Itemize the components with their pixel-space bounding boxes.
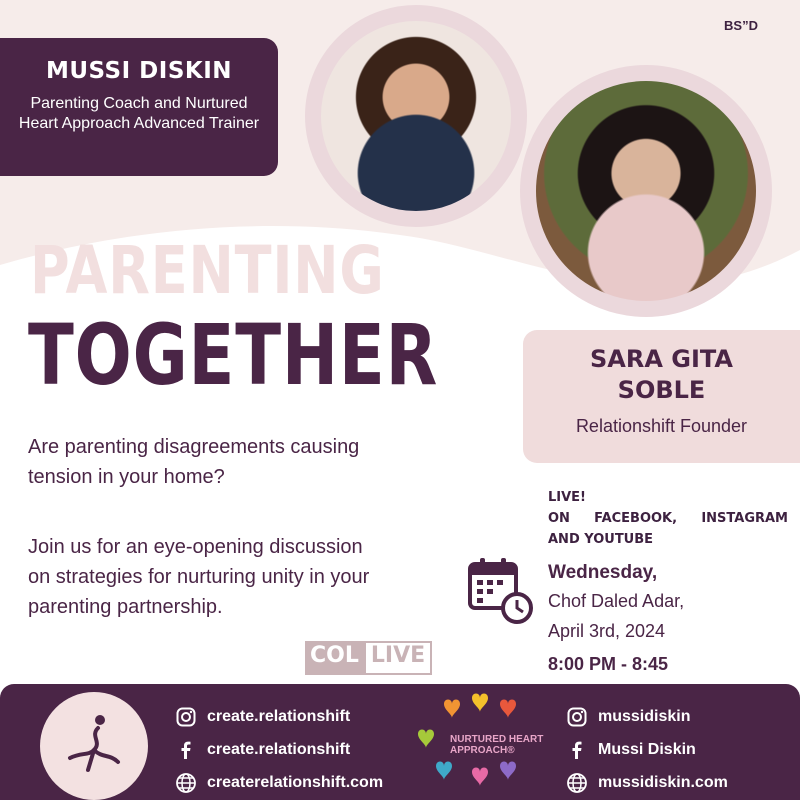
speaker1-role: Parenting Coach and Nurtured Heart Approach Advanced Trainer xyxy=(18,95,260,132)
calendar-clock-icon xyxy=(467,556,535,626)
intro-question: Are parenting disagreements causing tension in your home? xyxy=(28,436,360,488)
globe-icon xyxy=(175,772,197,794)
speaker2-photo xyxy=(520,65,772,317)
instagram-icon xyxy=(175,706,197,728)
footer-links-relationshift xyxy=(175,700,383,799)
title-line1: PARENTING xyxy=(30,232,385,309)
footer-link-text: create.relationshift xyxy=(207,740,351,758)
footer-link-text: createrelationshift.com xyxy=(207,773,384,791)
facebook-icon xyxy=(175,739,197,761)
event-hebrew-date: Chof Daled Adar, xyxy=(548,591,685,611)
event-time: 8:00 PM - 8:45 xyxy=(548,654,669,674)
nurtured-heart-approach-logo xyxy=(412,690,562,796)
speaker2-badge xyxy=(523,330,800,463)
globe-icon xyxy=(566,772,588,794)
speaker1-badge xyxy=(0,38,278,176)
bsd-label: BS”D xyxy=(724,18,758,33)
footer-link-text: mussidiskin.com xyxy=(598,773,728,791)
relationshift-logo xyxy=(40,692,148,800)
collive-watermark xyxy=(305,641,432,675)
footer-link-facebook[interactable] xyxy=(566,733,728,766)
title-line2: TOGETHER xyxy=(28,306,439,404)
footer-link-text: create.relationshift xyxy=(207,707,351,725)
live-info xyxy=(548,487,788,550)
footer-link-website[interactable] xyxy=(175,766,383,799)
live-line1: LIVE! xyxy=(548,490,586,505)
footer-link-text: Mussi Diskin xyxy=(598,740,696,758)
collive-live: LIVE xyxy=(364,641,432,675)
event-date xyxy=(548,560,684,682)
speaker1-photo xyxy=(305,5,527,227)
intro-description: Join us for an eye-opening discussion on strategies for nurturing unity in your parenting partnership. xyxy=(28,536,370,618)
nha-logo-line2: APPROACH® xyxy=(450,745,515,756)
footer-link-facebook[interactable] xyxy=(175,733,383,766)
live-line3: AND YOUTUBE xyxy=(548,532,654,547)
footer-link-text: mussidiskin xyxy=(598,707,691,725)
collive-col: COL xyxy=(305,641,364,675)
instagram-icon xyxy=(566,706,588,728)
speaker2-role: Relationshift Founder xyxy=(575,416,748,436)
facebook-icon xyxy=(566,739,588,761)
footer-link-website[interactable] xyxy=(566,766,728,799)
speaker1-name: MUSSI DISKIN xyxy=(45,58,233,84)
footer-link-instagram[interactable] xyxy=(566,700,728,733)
live-line2: ON FACEBOOK, INSTAGRAM xyxy=(548,511,788,526)
footer-links-mussidiskin xyxy=(566,700,728,799)
footer-link-instagram[interactable] xyxy=(175,700,383,733)
nha-logo-line1: NURTURED HEART xyxy=(450,734,544,745)
speaker2-name-line2: SOBLE xyxy=(617,376,706,404)
event-gregorian-date: April 3rd, 2024 xyxy=(548,621,666,641)
speaker2-name-line1: SARA GITA xyxy=(590,345,733,373)
event-day: Wednesday, xyxy=(548,562,658,583)
